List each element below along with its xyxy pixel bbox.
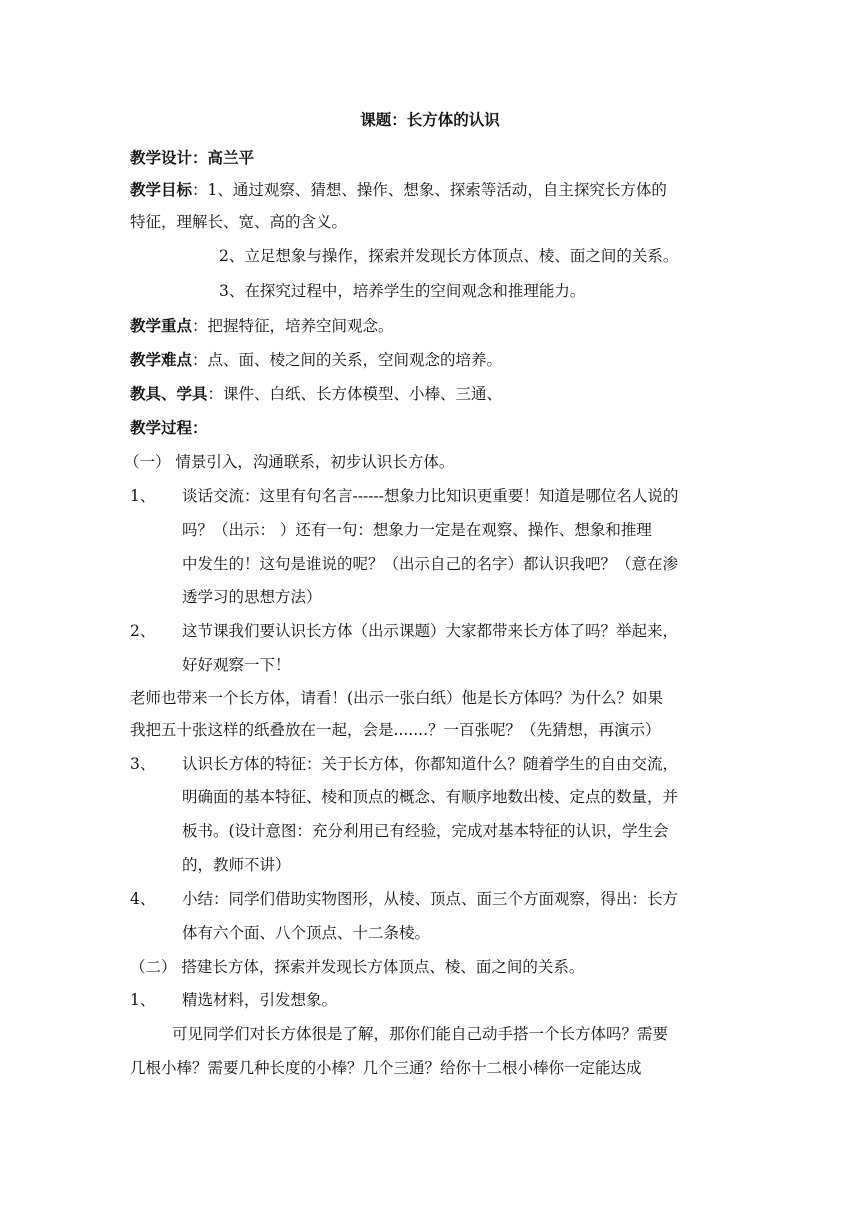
step-3-line-3: 板书。(设计意图：充分利用已有经验，完成对基本特征的认识，学生会 xyxy=(182,822,669,840)
designer-name: 高兰平 xyxy=(207,148,255,167)
paragraph-1-line-2: 我把五十张这样的纸叠放在一起，会是.......？一百张呢？（先猜想，再演示） xyxy=(130,721,661,739)
goals-line-1 xyxy=(130,180,667,200)
step-2-line-1: 这节课我们要认识长方体（出示课题）大家都带来长方体了吗？举起来， xyxy=(182,622,679,640)
tools-label: 教具、学具 xyxy=(130,384,208,403)
tools-text: ：课件、白纸、长方体模型、小棒、三通、 xyxy=(207,385,503,403)
step-4-number: 4、 xyxy=(130,890,156,908)
key-point-text: ：把握特征，培养空间观念。 xyxy=(192,317,394,335)
step-4-line-2: 体有六个面、八个顶点、十二条棱。 xyxy=(182,924,431,942)
difficulty-label: 教学难点 xyxy=(130,350,193,369)
goal-2: 2、立足想象与操作，探索并发现长方体顶点、棱、面之间的关系。 xyxy=(219,247,679,265)
step-1-line-2: 吗？（出示： ）还有一句：想象力一定是在观察、操作、想象和推理 xyxy=(182,521,652,539)
key-point-label: 教学重点 xyxy=(130,316,193,335)
goal-1-text: ：1、通过观察、猜想、操作、想象、探索等活动，自主探究长方体的 xyxy=(192,181,667,199)
process-heading: 教学过程： xyxy=(130,418,208,437)
step-2-number: 2、 xyxy=(130,622,156,640)
paragraph-1-line-1: 老师也带来一个长方体，请看！(出示一张白纸）他是长方体吗？为什么？如果 xyxy=(130,689,664,707)
step-1-line-4: 透学习的思想方法） xyxy=(182,588,322,606)
section-2-heading: （二） 搭建长方体，探索并发现长方体顶点、棱、面之间的关系。 xyxy=(130,958,585,976)
designer-line xyxy=(130,148,254,168)
step-1-number: 1、 xyxy=(130,487,156,505)
difficulty-text: ：点、面、棱之间的关系，空间观念的培养。 xyxy=(192,351,503,369)
step-1-line-1: 谈话交流：这里有句名言------想象力比知识更重要！知道是哪位名人说的 xyxy=(182,487,679,505)
step-3-line-2: 明确面的基本特征、棱和顶点的概念、有顺序地数出棱、定点的数量，并 xyxy=(182,788,679,806)
key-point-line xyxy=(130,316,394,336)
step-4-line-1: 小结：同学们借助实物图形，从棱、顶点、面三个方面观察，得出：长方 xyxy=(182,890,679,908)
section-2-step-1-number: 1、 xyxy=(130,991,156,1009)
paragraph-2-line-2: 几根小棒？需要几种长度的小棒？几个三通？给你十二根小棒你一定能达成 xyxy=(130,1059,642,1077)
goals-label: 教学目标 xyxy=(130,180,193,199)
paragraph-2-line-1: 可见同学们对长方体很是了解，那你们能自己动手搭一个长方体吗？需要 xyxy=(172,1025,669,1043)
lesson-title: 课题：长方体的认识 xyxy=(360,110,500,129)
goal-3: 3、在探究过程中，培养学生的空间观念和推理能力。 xyxy=(219,282,586,300)
step-2-line-2: 好好观察一下！ xyxy=(182,656,291,674)
goal-1-continuation: 特征，理解长、宽、高的含义。 xyxy=(130,213,348,231)
tools-line xyxy=(130,384,502,404)
section-2-step-1-line-1: 精选材料，引发想象。 xyxy=(182,991,338,1009)
step-3-line-1: 认识长方体的特征：关于长方体，你都知道什么？随着学生的自由交流， xyxy=(182,755,679,773)
step-1-line-3: 中发生的！这句是谁说的呢？（出示自己的名字）都认识我吧？（意在渗 xyxy=(182,555,679,573)
section-1-heading: （一） 情景引入，沟通联系，初步认识长方体。 xyxy=(124,453,455,471)
step-3-number: 3、 xyxy=(130,755,156,773)
difficulty-line xyxy=(130,350,502,370)
designer-label: 教学设计： xyxy=(130,148,208,167)
step-3-line-4: 的，教师不讲） xyxy=(182,856,291,874)
